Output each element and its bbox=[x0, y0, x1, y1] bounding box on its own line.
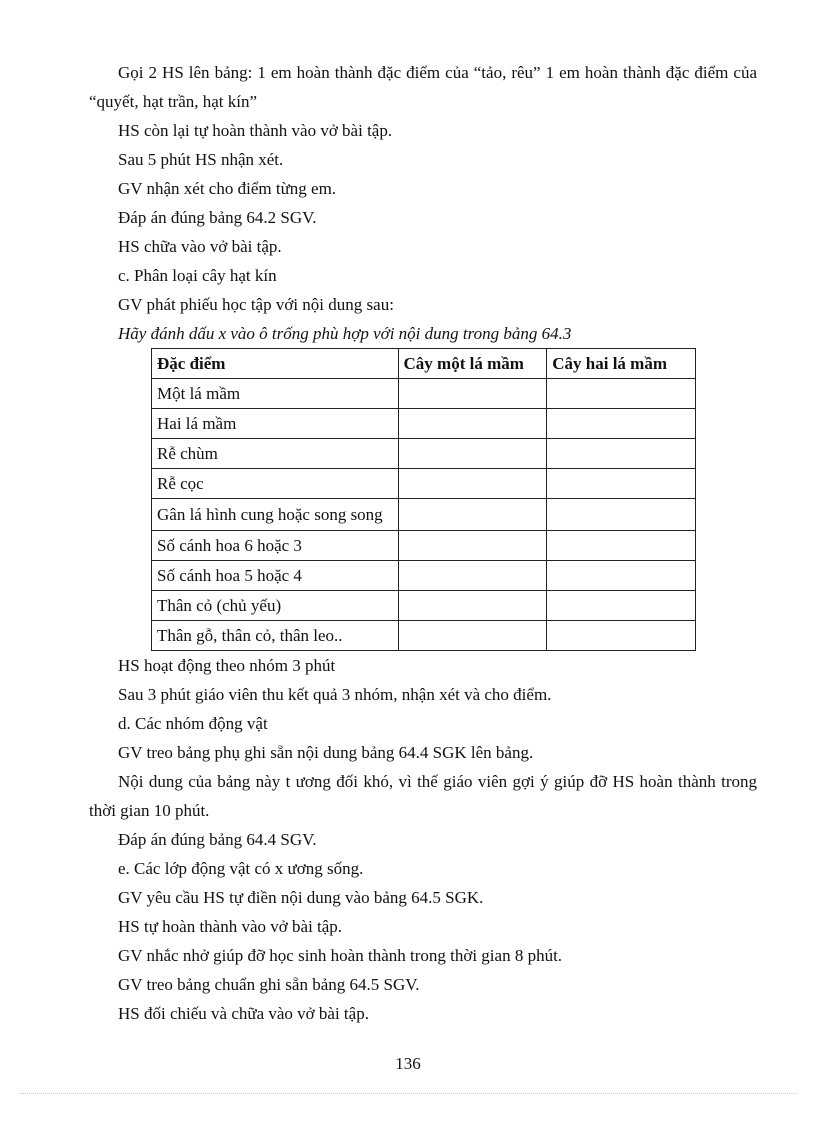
paragraph: GV treo bảng chuẩn ghi sẵn bảng 64.5 SGV. bbox=[118, 975, 420, 994]
paragraph: Nội dung của bảng này t ương đối khó, vì thế giáo viên gợi ý giúp đỡ HS hoàn thành trong thời gian 10 phút. bbox=[89, 772, 757, 820]
paragraph: Gọi 2 HS lên bảng: 1 em hoàn thành đặc điểm của “tảo, rêu” 1 em hoàn thành đặc điểm của “quyết, hạt trần, hạt kín” bbox=[89, 63, 757, 111]
table-row bbox=[152, 379, 696, 409]
table-cell bbox=[398, 469, 547, 499]
table-cell bbox=[547, 591, 696, 621]
table-cell: Rễ cọc bbox=[152, 469, 399, 499]
paragraph: HS tự hoàn thành vào vở bài tập. bbox=[118, 917, 343, 936]
paragraph: Đáp án đúng bảng 64.4 SGV. bbox=[118, 830, 317, 849]
table-header-row bbox=[152, 349, 696, 379]
paragraph: HS còn lại tự hoàn thành vào vở bài tập. bbox=[118, 121, 393, 140]
section-heading-c: c. Phân loại cây hạt kín bbox=[118, 266, 277, 285]
paragraph: HS đối chiếu và chữa vào vở bài tập. bbox=[118, 1004, 369, 1023]
table-row bbox=[152, 499, 696, 531]
paragraph: Đáp án đúng bảng 64.2 SGV. bbox=[118, 208, 317, 227]
table-cell bbox=[547, 499, 696, 531]
table-cell: Gân lá hình cung hoặc song song bbox=[152, 499, 399, 531]
table-row bbox=[152, 621, 696, 651]
table-cell: Một lá mầm bbox=[152, 379, 399, 409]
table-cell: Rễ chùm bbox=[152, 439, 399, 469]
table-cell bbox=[398, 531, 547, 561]
paragraph: HS chữa vào vở bài tập. bbox=[118, 237, 282, 256]
page-content bbox=[89, 58, 757, 1028]
paragraph: GV treo bảng phụ ghi sẵn nội dung bảng 64.4 SGK lên bảng. bbox=[118, 743, 534, 762]
table-cell bbox=[547, 531, 696, 561]
paragraph: GV yêu cầu HS tự điền nội dung vào bảng 64.5 SGK. bbox=[118, 888, 484, 907]
section-heading-d: d. Các nhóm động vật bbox=[118, 714, 268, 733]
table-cell bbox=[547, 621, 696, 651]
table-row bbox=[152, 439, 696, 469]
table-cell bbox=[398, 439, 547, 469]
table-row bbox=[152, 409, 696, 439]
paragraph: Sau 5 phút HS nhận xét. bbox=[118, 150, 284, 169]
table-cell bbox=[547, 409, 696, 439]
page-number: 136 bbox=[395, 1054, 421, 1073]
table-row bbox=[152, 591, 696, 621]
paragraph: HS hoạt động theo nhóm 3 phút bbox=[118, 656, 336, 675]
table-row bbox=[152, 561, 696, 591]
table-cell bbox=[398, 409, 547, 439]
table-cell: Số cánh hoa 5 hoặc 4 bbox=[152, 561, 399, 591]
feature-table bbox=[151, 348, 696, 651]
table-cell bbox=[398, 561, 547, 591]
paragraph: GV nhận xét cho điểm từng em. bbox=[118, 179, 337, 198]
table-cell bbox=[398, 591, 547, 621]
table-row bbox=[152, 469, 696, 499]
table-cell bbox=[547, 439, 696, 469]
table-cell bbox=[398, 379, 547, 409]
paragraph: GV phát phiếu học tập với nội dung sau: bbox=[118, 295, 394, 314]
table-cell: Số cánh hoa 6 hoặc 3 bbox=[152, 531, 399, 561]
table-header-cell: Đặc điểm bbox=[152, 349, 399, 379]
paragraph: Sau 3 phút giáo viên thu kết quả 3 nhóm, nhận xét và cho điểm. bbox=[118, 685, 552, 704]
table-cell bbox=[398, 621, 547, 651]
table-cell: Hai lá mầm bbox=[152, 409, 399, 439]
table-header-cell: Cây hai lá mầm bbox=[547, 349, 696, 379]
table-cell bbox=[547, 561, 696, 591]
footer-divider bbox=[20, 1093, 796, 1094]
table-row bbox=[152, 531, 696, 561]
table-cell bbox=[398, 499, 547, 531]
table-cell bbox=[547, 379, 696, 409]
section-heading-e: e. Các lớp động vật có x ương sống. bbox=[118, 859, 364, 878]
table-cell: Thân gỗ, thân cỏ, thân leo.. bbox=[152, 621, 399, 651]
table-header-cell: Cây một lá mầm bbox=[398, 349, 547, 379]
table-cell bbox=[547, 469, 696, 499]
table-cell: Thân cỏ (chủ yếu) bbox=[152, 591, 399, 621]
table-caption: Hãy đánh dấu x vào ô trống phù hợp với nội dung trong bảng 64.3 bbox=[118, 324, 572, 343]
paragraph: GV nhắc nhở giúp đỡ học sinh hoàn thành trong thời gian 8 phút. bbox=[118, 946, 563, 965]
